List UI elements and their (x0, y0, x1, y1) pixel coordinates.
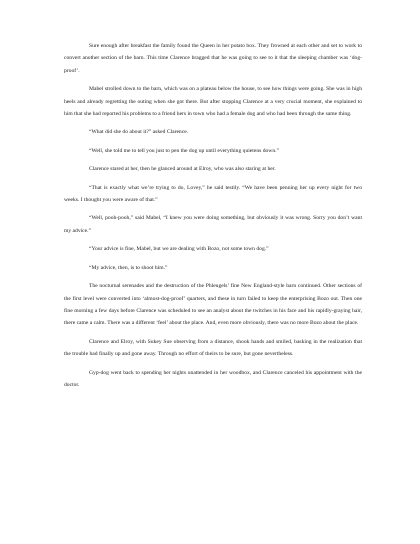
paragraph: “What did she do about it?” asked Clarence. (89, 129, 189, 136)
paragraph: “Your advice is fine, Mabel, but we are dealing with Bozo, not some town dog.” (89, 246, 269, 253)
paragraph: “Well, pooh-pooh,” said Mabel, “I knew you were doing something, but obviously it was wrong. Sorry you don’t want my advice.” (64, 215, 362, 234)
paragraph: Clarence stared at her, then he glanced around at Elroy, who was also staring at her. (89, 166, 276, 173)
paragraph: Clarence and Elroy, with Sukey Sue observing from a distance, shook hands and smiled, basking in the realization that the trouble had finally up and gone away. Through no effort of theirs to be sure, but gone nevertheless. (64, 338, 362, 358)
paragraph: “Well, she told me to tell you just to pen the dog up until everything quietens down.” (89, 147, 280, 154)
paragraph: Mabel strolled down to the barn, which was on a plateau below the house, to see how things were going. She was in high heels and already regretting the outing when she got there. But after stopping Clarence at a very crucial moment, she explained to him that she had reported his problems to a friend hers in town who had a female dog and who had been through the same thing. (64, 86, 362, 118)
paragraph: Gyp-dog went back to spending her nights unattended in her woodbox, and Clarence canceled his appointment with the doctor. (64, 369, 362, 388)
paragraph: The nocturnal serenades and the destruction of the Phleugels’ fine New England-style barn continued. Other sections of the first level were converted into ‘almost-dog-proof’ quarters, and these in turn failed to keep the enterprising Bozo out. Then one fine morning a few days before Clarence was scheduled to see an analyst about the twitches in his face and his rapidly-graying hair, there came a calm. There was a different ‘feel’ about the place. And, even more obviously, there was no more Bozo about the place. (64, 283, 362, 327)
paragraph: Sure enough after breakfast the family found the Queen in her potato box. They frowned at each other and set to work to convert another section of the barn. This time Clarence bragged that he was going to see to it that the sleeping chamber was ‘dog-proof’. (64, 43, 362, 74)
paragraph: “That is exactly what we’re trying to do, Lovey,” he said testily. “We have been penning her up every night for two weeks. I thought you were aware of that.” (64, 184, 362, 204)
paragraph: “My advice, then, is to shoot him.” (89, 264, 168, 271)
